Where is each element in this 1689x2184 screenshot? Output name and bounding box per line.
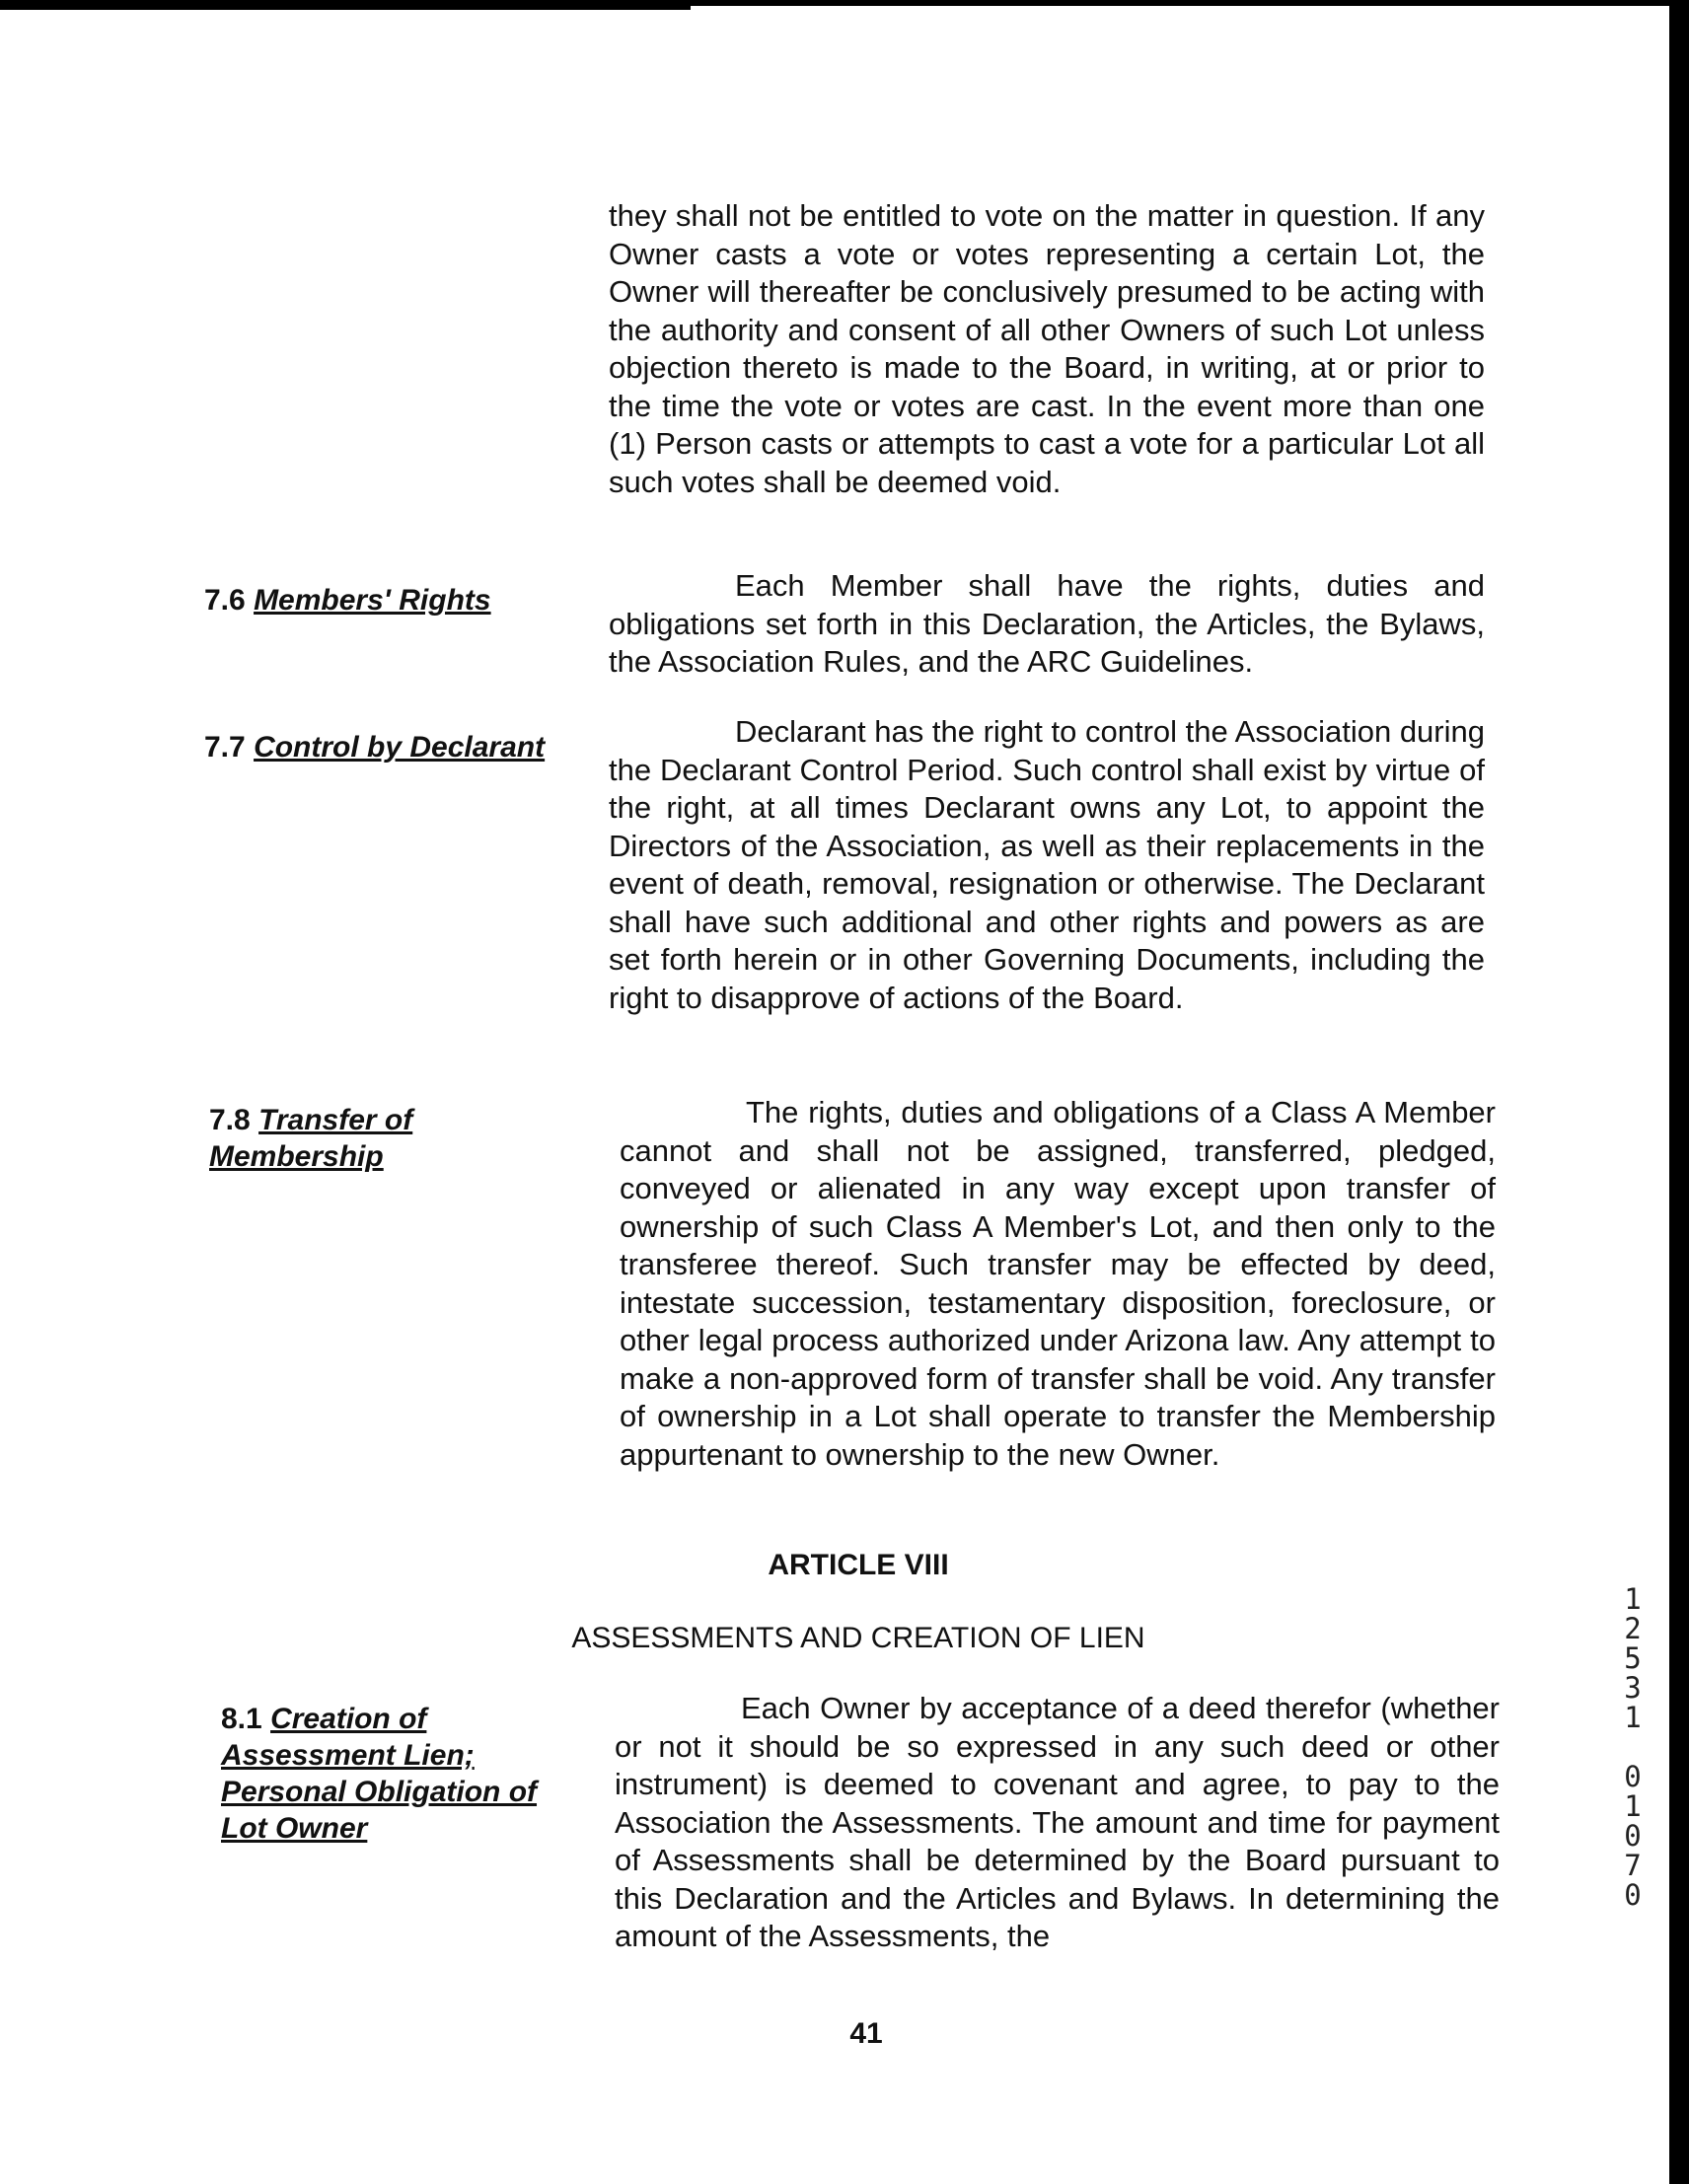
section-number: 7.8 xyxy=(209,1104,251,1136)
recording-digit: 3 xyxy=(1624,1671,1642,1705)
section-title-line: Personal Obligation of xyxy=(221,1776,538,1808)
recording-gap xyxy=(1613,1732,1652,1762)
recording-digit: 5 xyxy=(1624,1641,1642,1675)
article-heading: ARTICLE VIII xyxy=(768,1549,949,1581)
section-title-line: Assessment Lien; xyxy=(221,1739,475,1772)
document-page xyxy=(0,6,1669,2184)
section-8-1-heading xyxy=(221,1701,537,1847)
section-7-8-heading xyxy=(209,1102,412,1175)
continuation-paragraph: they shall not be entitled to vote on the matter in question. If any Owner casts a vote or votes representing a certain Lot, the Owner will thereafter be conclusively presumed to be acting with the authority and consent of all other Owners of such Lot unless objection thereto is made to the Board, in writing, at or prior to the time the vote or votes are cast. In the event more than one (1) Person casts or attempts to cast a vote for a particular Lot all such votes shall be deemed void. xyxy=(609,198,1485,499)
section-7-7-body: Declarant has the right to control the Association during the Declarant Control Period. Such control shall exist by virtue of the right, at all times Declarant owns any Lot, to appoint the Directors of the Association, as well as their replacements in the event of death, removal, resignation or otherwise. The Declarant shall have such additional and other rights and powers as are set forth herein or in other Governing Documents, including the right to disapprove of actions of the Board. xyxy=(609,714,1485,1015)
section-number: 8.1 xyxy=(221,1703,262,1735)
recording-digit: 1 xyxy=(1624,1701,1642,1734)
recording-digit: 0 xyxy=(1624,1760,1642,1793)
section-title-line: Membership xyxy=(209,1140,384,1173)
section-number: 7.6 xyxy=(204,584,246,617)
section-number: 7.7 xyxy=(204,731,246,764)
section-7-6-heading xyxy=(204,582,491,619)
recording-digit: 0 xyxy=(1624,1819,1642,1853)
recording-digit: 7 xyxy=(1624,1849,1642,1882)
recording-digit: 1 xyxy=(1624,1582,1642,1616)
recording-digit: 2 xyxy=(1624,1612,1642,1645)
section-7-7-heading xyxy=(204,729,545,765)
recording-digit: 1 xyxy=(1624,1789,1642,1823)
section-title-line: Transfer of xyxy=(258,1104,413,1136)
recording-number xyxy=(1613,1584,1652,1910)
section-title: Members' Rights xyxy=(254,584,491,617)
page-number: 41 xyxy=(849,2017,883,2050)
section-7-8-body: The rights, duties and obligations of a Class A Member cannot and shall not be assigned, transferred, pledged, conveyed or alienated in any way except upon transfer of ownership of such Class A Member's Lot, and then only to the transferee thereof. Such transfer may be effected by deed, intestate succession, testamentary disposition, foreclosure, or other legal process authorized under Arizona law. Any attempt to make a non-approved form of transfer shall be void. Any transfer of ownership in a Lot shall operate to transfer the Membership appurtenant to ownership to the new Owner. xyxy=(620,1095,1496,1472)
section-title: Control by Declarant xyxy=(254,731,546,764)
section-7-6-body: Each Member shall have the rights, duties and obligations set forth in this Declaration, the Articles, the Bylaws, the Association Rules, and the ARC Guidelines. xyxy=(609,568,1485,679)
section-title-line: Lot Owner xyxy=(221,1812,368,1845)
article-title: ASSESSMENTS AND CREATION OF LIEN xyxy=(571,1622,1145,1654)
section-title-line: Creation of xyxy=(270,1703,427,1735)
recording-digit: 0 xyxy=(1624,1878,1642,1912)
scan-border xyxy=(0,6,691,10)
section-8-1-body: Each Owner by acceptance of a deed therefor (whether or not it should be so expressed in any such deed or other instrument) is deemed to covenant and agree, to pay to the Association the Assessments. The amount and time for payment of Assessments shall be determined by the Board pursuant to this Declaration and the Articles and Bylaws. In determining the amount of the Assessments, the xyxy=(615,1691,1500,1953)
